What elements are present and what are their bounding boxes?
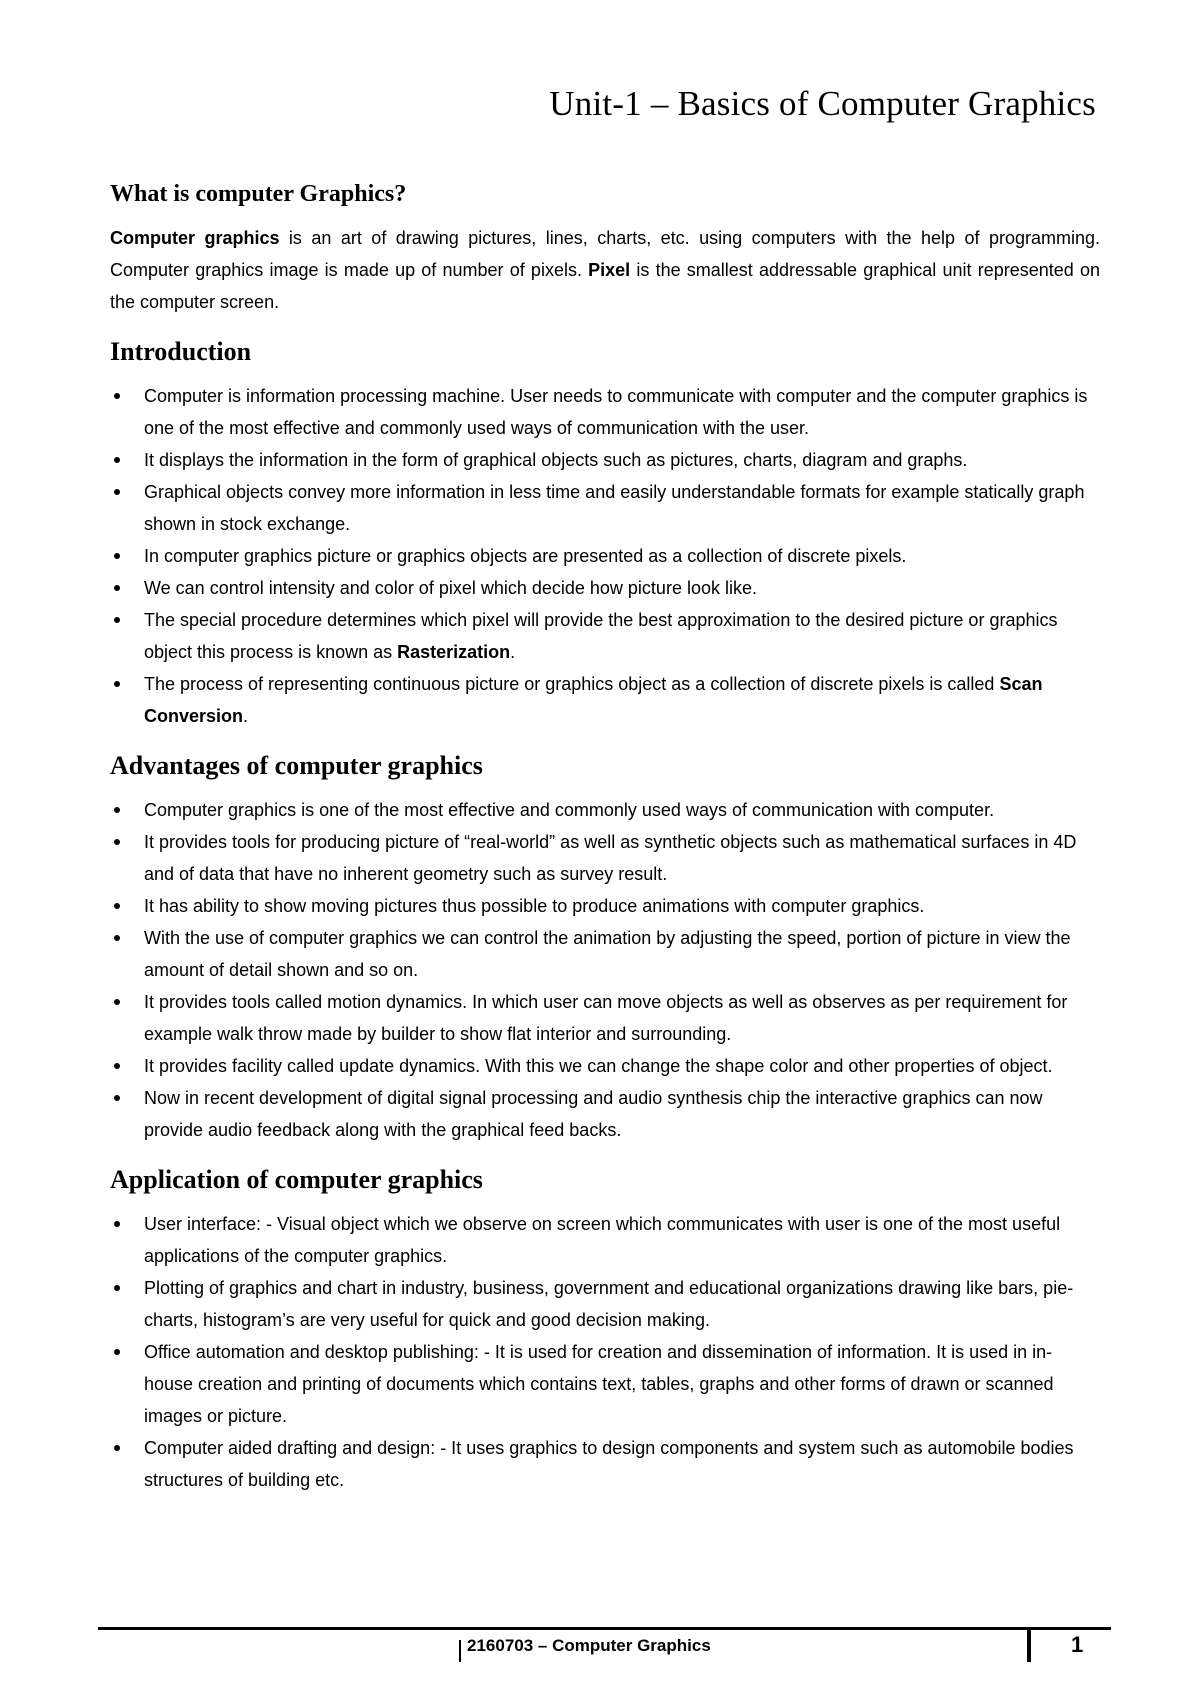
heading-applications: Application of computer graphics bbox=[110, 1165, 483, 1194]
page-number: 1 bbox=[1071, 1632, 1084, 1657]
text-run: Computer aided drafting and design: - It uses graphics to design components and system such as automobile bodies structures of building etc. bbox=[144, 1438, 1074, 1490]
text-run: In computer graphics picture or graphics objects are presented as a collection of discrete pixels. bbox=[144, 546, 907, 566]
text-run: Graphical objects convey more information in less time and easily understandable formats for example statically graph shown in stock exchange. bbox=[144, 482, 1085, 534]
text-run: With the use of computer graphics we can control the animation by adjusting the speed, portion of picture in view the amount of detail shown and so on. bbox=[144, 928, 1071, 980]
text-run: It displays the information in the form of graphical objects such as pictures, charts, diagram and graphs. bbox=[144, 450, 968, 470]
list-item bbox=[110, 890, 1100, 922]
footer-course bbox=[455, 1636, 745, 1656]
text-run: Plotting of graphics and chart in industry, business, government and educational organizations drawing like bars, pie-charts, histogram’s are very useful for quick and good decision making. bbox=[144, 1278, 1074, 1330]
advantages-list bbox=[110, 794, 1100, 1146]
list-item bbox=[110, 1432, 1100, 1496]
text-run: It provides facility called update dynamics. With this we can change the shape color and other properties of object. bbox=[144, 1056, 1053, 1076]
bullet-icon bbox=[114, 585, 120, 591]
list-item bbox=[110, 826, 1100, 890]
bullet-icon bbox=[114, 617, 120, 623]
text-run: We can control intensity and color of pixel which decide how picture look like. bbox=[144, 578, 757, 598]
bullet-icon bbox=[114, 807, 120, 813]
bullet-icon bbox=[114, 1285, 120, 1291]
text-run: It provides tools for producing picture of “real-world” as well as synthetic objects such as mathematical surfaces in 4D and of data that have no inherent geometry such as survey result. bbox=[144, 832, 1077, 884]
heading-advantages: Advantages of computer graphics bbox=[110, 751, 483, 780]
text-run: Computer is information processing machine. User needs to communicate with computer and the computer graphics is one of the most effective and commonly used ways of communication with the user. bbox=[144, 386, 1088, 438]
list-item bbox=[110, 986, 1100, 1050]
bullet-icon bbox=[114, 1063, 120, 1069]
text-run: . bbox=[243, 706, 249, 726]
heading-what-is-cg: What is computer Graphics? bbox=[110, 181, 407, 207]
text-run: User interface: - Visual object which we observe on screen which communicates with user is one of the most useful applications of the computer graphics. bbox=[144, 1214, 1061, 1266]
list-item bbox=[110, 794, 1100, 826]
list-item bbox=[110, 1272, 1100, 1336]
list-item bbox=[110, 1336, 1100, 1432]
list-item bbox=[110, 604, 1100, 668]
bullet-icon bbox=[114, 1095, 120, 1101]
text-run: . bbox=[510, 642, 516, 662]
text-run: The special procedure determines which pixel will provide the best approximation to the desired picture or graphics object this process is known as bbox=[144, 610, 1058, 662]
definition-paragraph bbox=[110, 222, 1100, 318]
list-item bbox=[110, 444, 1100, 476]
bullet-icon bbox=[114, 393, 120, 399]
list-item bbox=[110, 668, 1100, 732]
bullet-icon bbox=[114, 903, 120, 909]
list-item bbox=[110, 1208, 1100, 1272]
text-run: It provides tools called motion dynamics. In which user can move objects as well as observes as per requirement for example walk throw made by builder to show flat interior and surrounding. bbox=[144, 992, 1068, 1044]
text-run: is an art of drawing pictures, lines, charts, etc. using computers with the help of programming. Computer graphics image is made up of number of pixels. bbox=[110, 228, 1100, 280]
footer-course-label: 2160703 – Computer Graphics bbox=[467, 1636, 711, 1655]
footer-page-divider bbox=[1027, 1630, 1031, 1662]
bullet-icon bbox=[114, 553, 120, 559]
text-run: It has ability to show moving pictures thus possible to produce animations with computer graphics. bbox=[144, 896, 925, 916]
text-run: The process of representing continuous picture or graphics object as a collection of discrete pixels is called bbox=[144, 674, 1000, 694]
text-run: Now in recent development of digital signal processing and audio synthesis chip the interactive graphics can now provide audio feedback along with the graphical feed backs. bbox=[144, 1088, 1043, 1140]
introduction-list bbox=[110, 380, 1100, 732]
text-run: is the smallest addressable graphical unit represented on the computer screen. bbox=[110, 260, 1100, 312]
bullet-icon bbox=[114, 1349, 120, 1355]
unit-title: Unit-1 – Basics of Computer Graphics bbox=[549, 84, 1096, 123]
bullet-icon bbox=[114, 457, 120, 463]
bullet-icon bbox=[114, 999, 120, 1005]
list-item bbox=[110, 380, 1100, 444]
bold-term: Pixel bbox=[588, 260, 631, 280]
bullet-icon bbox=[114, 1221, 120, 1227]
bold-term: Rasterization bbox=[397, 642, 511, 662]
list-item bbox=[110, 572, 1100, 604]
heading-introduction: Introduction bbox=[110, 337, 252, 366]
page-content bbox=[110, 176, 1100, 1496]
list-item bbox=[110, 1050, 1100, 1082]
list-item bbox=[110, 922, 1100, 986]
bold-term: Scan Conversion bbox=[144, 674, 1043, 726]
text-run: Computer graphics is one of the most effective and commonly used ways of communication with computer. bbox=[144, 800, 995, 820]
list-item bbox=[110, 476, 1100, 540]
bullet-icon bbox=[114, 681, 120, 687]
applications-list bbox=[110, 1208, 1100, 1496]
bullet-icon bbox=[114, 839, 120, 845]
list-item bbox=[110, 1082, 1100, 1146]
text-run: Office automation and desktop publishing: - It is used for creation and dissemination of information. It is used in in-house creation and printing of documents which contains text, tables, graphs and other forms of drawn or scanned images or picture. bbox=[144, 1342, 1054, 1426]
bullet-icon bbox=[114, 1445, 120, 1451]
list-item bbox=[110, 540, 1100, 572]
bold-term: Computer graphics bbox=[110, 228, 280, 248]
bullet-icon bbox=[114, 489, 120, 495]
bullet-icon bbox=[114, 935, 120, 941]
footer-divider bbox=[98, 1627, 1111, 1630]
